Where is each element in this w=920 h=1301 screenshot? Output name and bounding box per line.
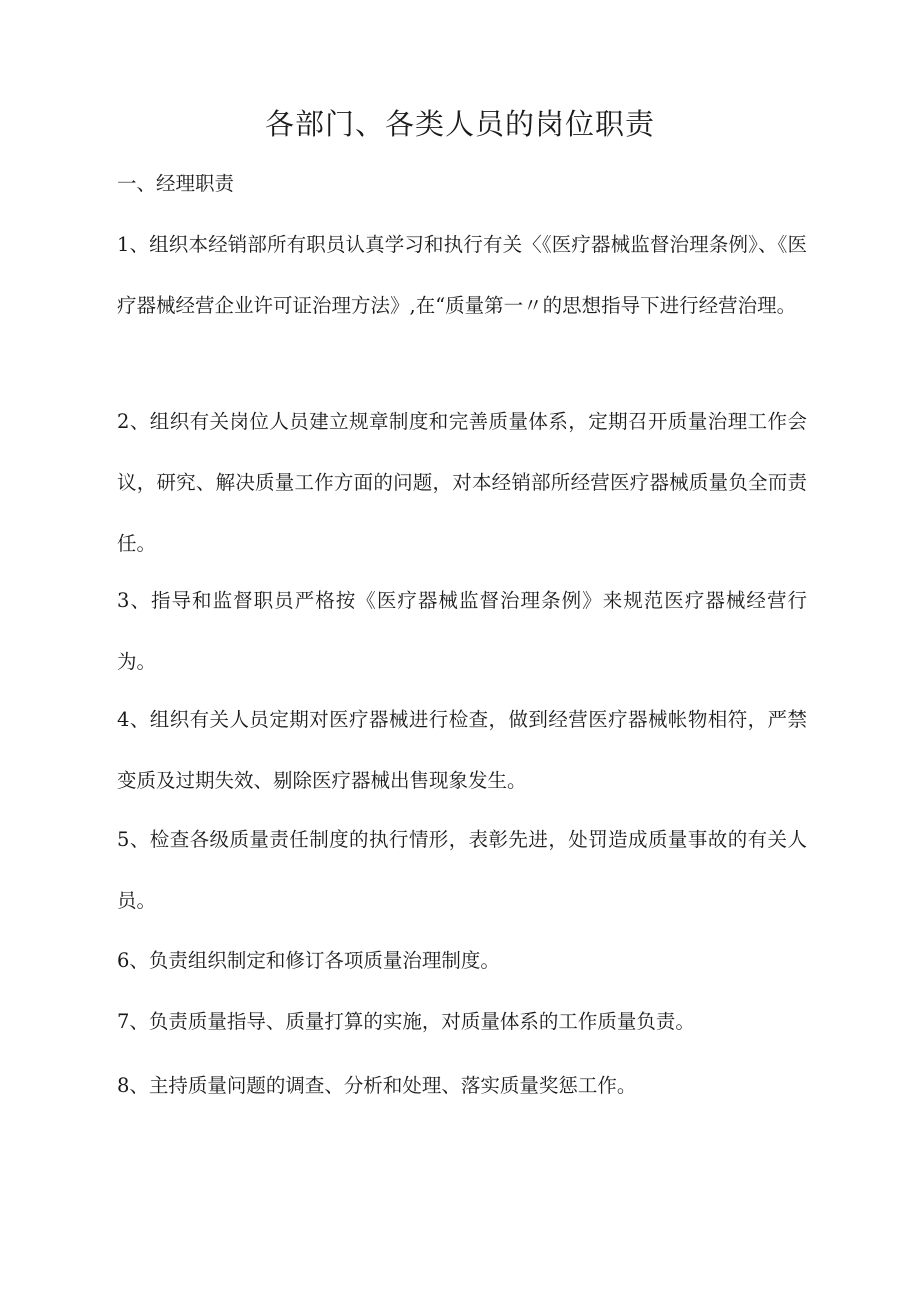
duty-item-5: 5、检查各级质量责任制度的执行情形，表彰先进，处罚造成质量事故的有关人员。 [117,828,807,912]
duty-item-2: 2、组织有关岗位人员建立规章制度和完善质量体系，定期召开质量治理工作会议，研究、解决质量工作方面的问题，对本经销部所经营医疗器械质量负全而责任。 [117,410,807,555]
section-heading: 一、经理职责 [117,172,235,195]
duty-item-7: 7、负责质量指导、质量打算的实施，对质量体系的工作质量负责。 [117,1010,695,1033]
duty-item-8: 8、主持质量问题的调查、分析和处理、落实质量奖惩工作。 [117,1074,637,1097]
document-title: 各部门、各类人员的岗位职责 [264,107,655,141]
duty-item-1: 1、组织本经销部所有职员认真学习和执行有关〈《医疗器械监督治理条例》、《医疗器械经营企业许可证治理方法》,在“质量第一〃的思想指导下进行经营治理。 [117,233,807,317]
duty-item-6: 6、负责组织制定和修订各项质量治理制度。 [117,949,500,972]
duty-item-4: 4、组织有关人员定期对医疗器械进行检查，做到经营医疗器械帐物相符，严禁变质及过期失效、剔除医疗器械出售现象发生。 [117,708,807,792]
duty-item-3: 3、指导和监督职员严格按《医疗器械监督治理条例》来规范医疗器械经营行为。 [117,589,807,673]
